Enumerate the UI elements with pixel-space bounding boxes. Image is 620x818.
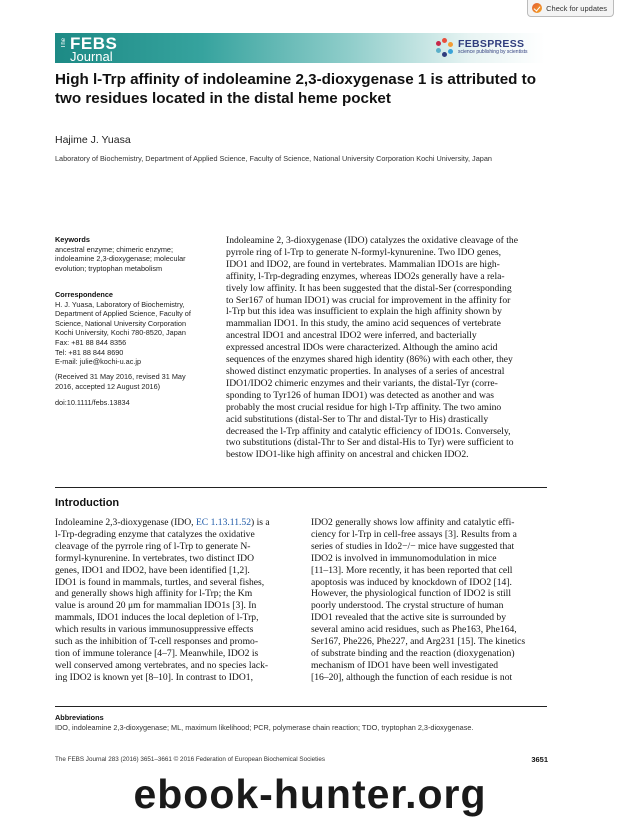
intro-line: [11–13]. More recently, it has been reported that cell xyxy=(311,564,513,576)
introduction-heading: Introduction xyxy=(55,497,120,509)
intro-line: ciency for l-Trp in cell-free assays [3]. Results from a xyxy=(311,528,517,540)
intro-line: formyl-kynurenine. In vertebrates, two distinct IDO xyxy=(55,552,255,564)
intro-line: of substrate binding and the reaction (dioxygenation) xyxy=(311,647,515,659)
abstract-line: decreased the l-Trp affinity and catalytic efficiency of IDO1s. Conversely, xyxy=(226,425,511,437)
intro-line: such as the inhibition of T-cell responses and promo- xyxy=(55,636,259,648)
correspondence-line: H. J. Yuasa, Laboratory of Biochemistry, xyxy=(55,299,185,309)
abstract-line: mammalian IDO1. In this study, the amino acid sequences of vertebrate xyxy=(226,318,501,330)
intro-line: which results in various immunosuppressive effects xyxy=(55,624,254,636)
ec-number-link[interactable]: EC 1.13.11.52 xyxy=(195,517,252,528)
keywords-line: indoleamine 2,3-dioxygenase; molecular xyxy=(55,254,186,264)
correspondence-line: Department of Applied Science, Faculty of xyxy=(55,309,191,319)
abstract-line: tively low affinity. It has been suggested that the distal-Ser (corresponding xyxy=(226,282,512,294)
check-for-updates-label: Check for updates xyxy=(546,3,607,13)
intro-line: Ser167, Phe226, Phe227, and Arg231 [15]. The kinetics xyxy=(311,636,526,648)
intro-line: tion of immune tolerance [4–7]. Meanwhile, IDO2 is xyxy=(55,647,259,659)
article-author: Hajime J. Yuasa xyxy=(55,134,131,146)
check-circle-icon xyxy=(532,3,542,13)
received-dates xyxy=(55,372,215,391)
febs-press-dots-icon xyxy=(436,38,454,56)
article-affiliation: Laboratory of Biochemistry, Department of Applied Science, Faculty of Science, National University Corporation Kochi University, Japan xyxy=(55,154,492,163)
intro-line: However, the physiological function of IDO2 is still xyxy=(311,588,511,600)
intro-line: poorly understood. The crystal structure of human xyxy=(311,600,504,612)
intro-line: well conserved among vertebrates, and no species lack- xyxy=(55,659,269,671)
footer-citation: The FEBS Journal 283 (2016) 3651–3661 © 2016 Federation of European Biochemical Societies xyxy=(55,756,325,763)
check-for-updates-badge[interactable] xyxy=(527,0,614,17)
page-number: 3651 xyxy=(531,755,548,764)
article-doi[interactable]: doi:10.1111/febs.13834 xyxy=(55,398,130,407)
intro-line: IDO1 is found in mammals, turtles, and several fishes, xyxy=(55,576,265,588)
abstract-line: to Ser167 of human IDO1) was crucial for improvement in the affinity for xyxy=(226,294,511,306)
introduction-right-column xyxy=(311,517,549,684)
abstract-divider xyxy=(55,487,547,488)
correspondence-heading: Correspondence xyxy=(55,290,113,299)
intro-line: several amino acid residues, such as Phe163, Phe164, xyxy=(311,624,517,636)
abstract-line: showed distinct enzymatic properties. In analyses of a series of ancestral xyxy=(226,365,505,377)
abstract-line: IDO1/IDO2 chimeric enzymes and their variants, the distal-Tyr (corre- xyxy=(226,377,498,389)
intro-line: IDO2 is involved in immunomodulation in mice xyxy=(311,552,497,564)
intro-line: [16–20], although the function of each residue is not xyxy=(311,671,513,683)
abstract-line: Indoleamine 2, 3-dioxygenase (IDO) catalyzes the oxidative cleavage of the xyxy=(226,235,518,246)
abstract-line: affinity, l-Trp-degrading enzymes, whereas IDO2s generally have a rela- xyxy=(226,270,505,282)
watermark: ebook-hunter.org xyxy=(133,771,487,817)
intro-line: mechanism of IDO1 have been well investigated xyxy=(311,659,499,671)
intro-line: Indoleamine 2,3-dioxygenase (IDO, EC 1.13.11.52) is a xyxy=(55,517,270,528)
abstract-line: IDO1 and IDO2, are found in vertebrates. Mammalian IDO1s are high- xyxy=(226,258,500,270)
abstract-line: bestow IDO1-like high affinity on ancestral and chicken IDO2. xyxy=(226,449,469,461)
journal-logo-name: FEBS xyxy=(70,34,118,53)
intro-line: ing IDO2 is known yet [8–10]. In contrast to IDO1, xyxy=(55,671,253,683)
intro-line: IDO2 generally shows low affinity and catalytic effi- xyxy=(311,517,515,528)
keywords-block xyxy=(55,235,215,273)
keywords-heading: Keywords xyxy=(55,235,90,244)
intro-line: mammals, IDO1 induces the local depletion of l-Trp, xyxy=(55,612,259,624)
abstract-line: l-Trp but this idea was insufficient to explain the high affinity shown by xyxy=(226,306,502,318)
abbreviations-text: IDO, indoleamine 2,3-dioxygenase; ML, maximum likelihood; PCR, polymerase chain reaction; TDO, tryptophan 2,3-dioxygenase. xyxy=(55,723,474,732)
abstract-line: two substitutions (distal-Thr to Ser and distal-His to Tyr) were sufficient to xyxy=(226,437,514,449)
intro-line: and generally shows high affinity for l-Trp; the Km xyxy=(55,588,253,600)
article-title: High l-Trp affinity of indoleamine 2,3-dioxygenase 1 is attributed to two residues located in the distal heme pocket xyxy=(55,71,537,107)
keywords-line: ancestral enzyme; chimeric enzyme; xyxy=(55,244,174,254)
correspondence-line: Kochi University, Kochi 780-8520, Japan xyxy=(55,328,186,338)
intro-line: cleavage of the pyrrole ring of l-Trp to generate N- xyxy=(55,540,251,552)
intro-line: value is around 20 μm for mammalian IDO1s [3]. In xyxy=(55,600,257,612)
publisher-tagline: science publishing by scientists xyxy=(458,49,528,56)
intro-line: apoptosis was induced by knockdown of IDO2 [14]. xyxy=(311,576,512,588)
abstract-line: ancestral IDO1 and ancestral IDO2 were inferred, and bacterially xyxy=(226,330,477,342)
correspondence-line: Tel: +81 88 844 8690 xyxy=(55,347,124,357)
abstract xyxy=(226,235,546,461)
received-line: (Received 31 May 2016, revised 31 May xyxy=(55,372,186,381)
correspondence-line: Science, National University Corporation xyxy=(55,318,186,328)
correspondence-block xyxy=(55,290,215,367)
introduction-left-column xyxy=(55,517,293,684)
publisher-logo[interactable] xyxy=(436,38,527,56)
abstract-line: sequences of the enzymes shared high identity (86%) with each other, they xyxy=(226,354,513,366)
abbreviations-divider xyxy=(55,706,547,707)
publisher-name: FEBSPRESS xyxy=(458,37,525,50)
intro-line: series of studies in Ido2−/− mice have suggested that xyxy=(311,540,515,552)
intro-line: l-Trp-degrading enzyme that catalyzes the oxidative xyxy=(55,528,255,540)
abstract-line: acid substitutions (distal-Ser to Thr and distal-Tyr to His) drastically xyxy=(226,413,489,425)
abstract-line: expressed ancestral IDOs were characterized. Although the amino acid xyxy=(226,342,498,354)
journal-logo-subtitle: Journal xyxy=(70,49,113,64)
abstract-line: sponding to Tyr126 of human IDO1) was detected as another and was xyxy=(226,389,494,401)
keywords-line: evolution; tryptophan metabolism xyxy=(55,263,163,273)
abstract-line: pyrrole ring of l-Trp to generate N-formyl-kynurenine. Two IDO genes, xyxy=(226,246,502,258)
correspondence-line: Fax: +81 88 844 8356 xyxy=(55,337,127,347)
received-line: 2016, accepted 12 August 2016) xyxy=(55,381,161,391)
correspondence-email[interactable]: E-mail: julie@kochi-u.ac.jp xyxy=(55,357,142,367)
abbreviations-heading: Abbreviations xyxy=(55,713,104,722)
intro-line: genes, IDO1 and IDO2, have been identified [1,2]. xyxy=(55,564,250,576)
journal-logo-the: The xyxy=(61,38,67,49)
intro-line: IDO1 revealed that the active site is surrounded by xyxy=(311,612,507,624)
abstract-line: probably the most crucial residue for high l-Trp affinity. The two amino xyxy=(226,401,502,413)
